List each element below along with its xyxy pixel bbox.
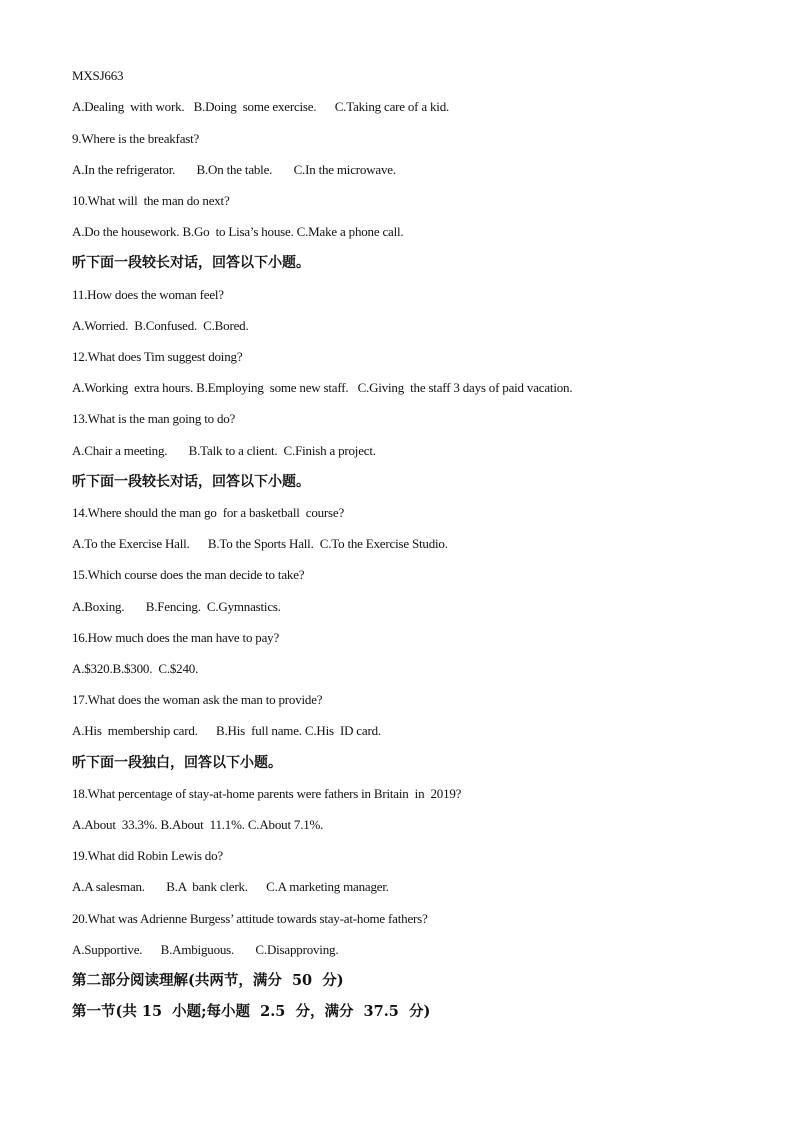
q13-options: A.Chair a meeting. B.Talk to a client. C.Finish a project. <box>72 443 376 458</box>
q16-question: 16.How much does the man have to pay? <box>72 630 280 645</box>
section1-title: 第一节(共 15 小题;每小题 2.5 分，满分 37.5 分) <box>72 1003 431 1020</box>
q10-options: A.Do the housework. B.Go to Lisa’s house. C.Make a phone call. <box>72 224 404 239</box>
q14-question: 14.Where should the man go for a basketball course? <box>72 505 345 520</box>
document-code: MXSJ663 <box>72 68 124 83</box>
q19-question: 19.What did Robin Lewis do? <box>72 848 223 863</box>
q8-options: A.Dealing with work. B.Doing some exercise. C.Taking care of a kid. <box>72 99 450 114</box>
q18-options: A.About 33.3%. B.About 11.1%. C.About 7.1%. <box>72 817 324 832</box>
q19-options: A.A salesman. B.A bank clerk. C.A marketing manager. <box>72 879 389 894</box>
q15-options: A.Boxing. B.Fencing. C.Gymnastics. <box>72 599 281 614</box>
q12-question: 12.What does Tim suggest doing? <box>72 349 243 364</box>
q16-options: A.$320.B.$300. C.$240. <box>72 661 199 676</box>
section-heading-long-dialogue: 听下面一段较长对话，回答以下小题。 <box>72 474 310 490</box>
q9-options: A.In the refrigerator. B.On the table. C.In the microwave. <box>72 162 396 177</box>
part2-title: 第二部分阅读理解(共两节，满分 50 分) <box>72 972 344 989</box>
q18-question: 18.What percentage of stay-at-home parents were fathers in Britain in 2019? <box>72 786 462 801</box>
q14-options: A.To the Exercise Hall. B.To the Sports Hall. C.To the Exercise Studio. <box>72 536 448 551</box>
q17-question: 17.What does the woman ask the man to provide? <box>72 692 323 707</box>
q20-options: A.Supportive. B.Ambiguous. C.Disapproving. <box>72 942 339 957</box>
section-heading-long-dialogue: 听下面一段较长对话，回答以下小题。 <box>72 255 310 271</box>
q13-question: 13.What is the man going to do? <box>72 411 236 426</box>
q10-question: 10.What will the man do next? <box>72 193 230 208</box>
section-heading-monologue: 听下面一段独白，回答以下小题。 <box>72 755 282 771</box>
q11-question: 11.How does the woman feel? <box>72 287 224 302</box>
q20-question: 20.What was Adrienne Burgess’ attitude towards stay-at-home fathers? <box>72 911 428 926</box>
q11-options: A.Worried. B.Confused. C.Bored. <box>72 318 249 333</box>
q12-options: A.Working extra hours. B.Employing some new staff. C.Giving the staff 3 days of paid vacation. <box>72 380 573 395</box>
q15-question: 15.Which course does the man decide to take? <box>72 567 305 582</box>
q17-options: A.His membership card. B.His full name. C.His ID card. <box>72 723 381 738</box>
q9-question: 9.Where is the breakfast? <box>72 131 200 146</box>
